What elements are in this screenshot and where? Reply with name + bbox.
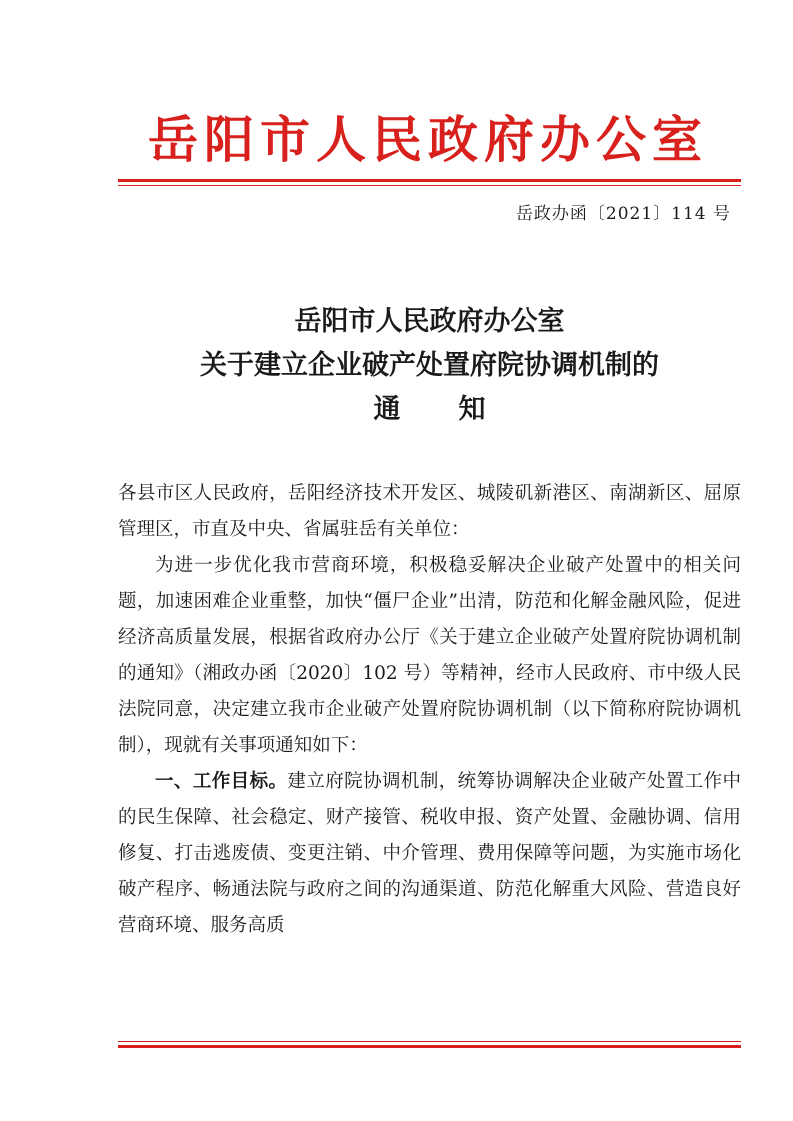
title-line-3: 通知 [373,394,544,425]
document-title [118,300,741,432]
red-header-masthead: 岳阳市人民政府办公室 [148,110,708,169]
addressees: 各县市区人民政府，岳阳经济技术开发区、城陵矶新港区、南湖新区、屈原管理区，市直及中央、省属驻岳有关单位： [118,483,741,540]
document-body [118,476,741,944]
section-paragraph [118,764,741,944]
header-red-rule-thin [118,185,741,186]
footer-red-rule-thin [118,1041,741,1042]
footer-red-rule-thick [118,1045,741,1048]
title-line-2: 关于建立企业破产处置府院协调机制的 [200,350,659,381]
section-text: 建立府院协调机制，统筹协调解决企业破产处置工作中的民生保障、社会稳定、财产接管、税收申报、资产处置、金融协调、信用修复、打击逃废债、变更注销、中介管理、费用保障等问题，为实施市场化破产程序、畅通法院与政府之间的沟通渠道、防范化解重大风险、营造良好营商环境、服务高质 [118,771,741,936]
title-line-1: 岳阳市人民政府办公室 [294,306,565,337]
document-number: 岳政办函〔2021〕114 号 [515,204,731,224]
body-paragraph: 为进一步优化我市营商环境，积极稳妥解决企业破产处置中的相关问题，加速困难企业重整，加快“僵尸企业”出清，防范和化解金融风险，促进经济高质量发展，根据省政府办公厅《关于建立企业破产处置府院协调机制的通知》（湘政办函〔2020〕102 号）等精神，经市人民政府、市中级人民法院同意，决定建立我市企业破产处置府院协调机制（以下简称府院协调机制），现就有关事项通知如下： [118,555,741,756]
section-heading: 一、工作目标。 [155,771,288,792]
header-red-rule-thick [118,179,741,182]
